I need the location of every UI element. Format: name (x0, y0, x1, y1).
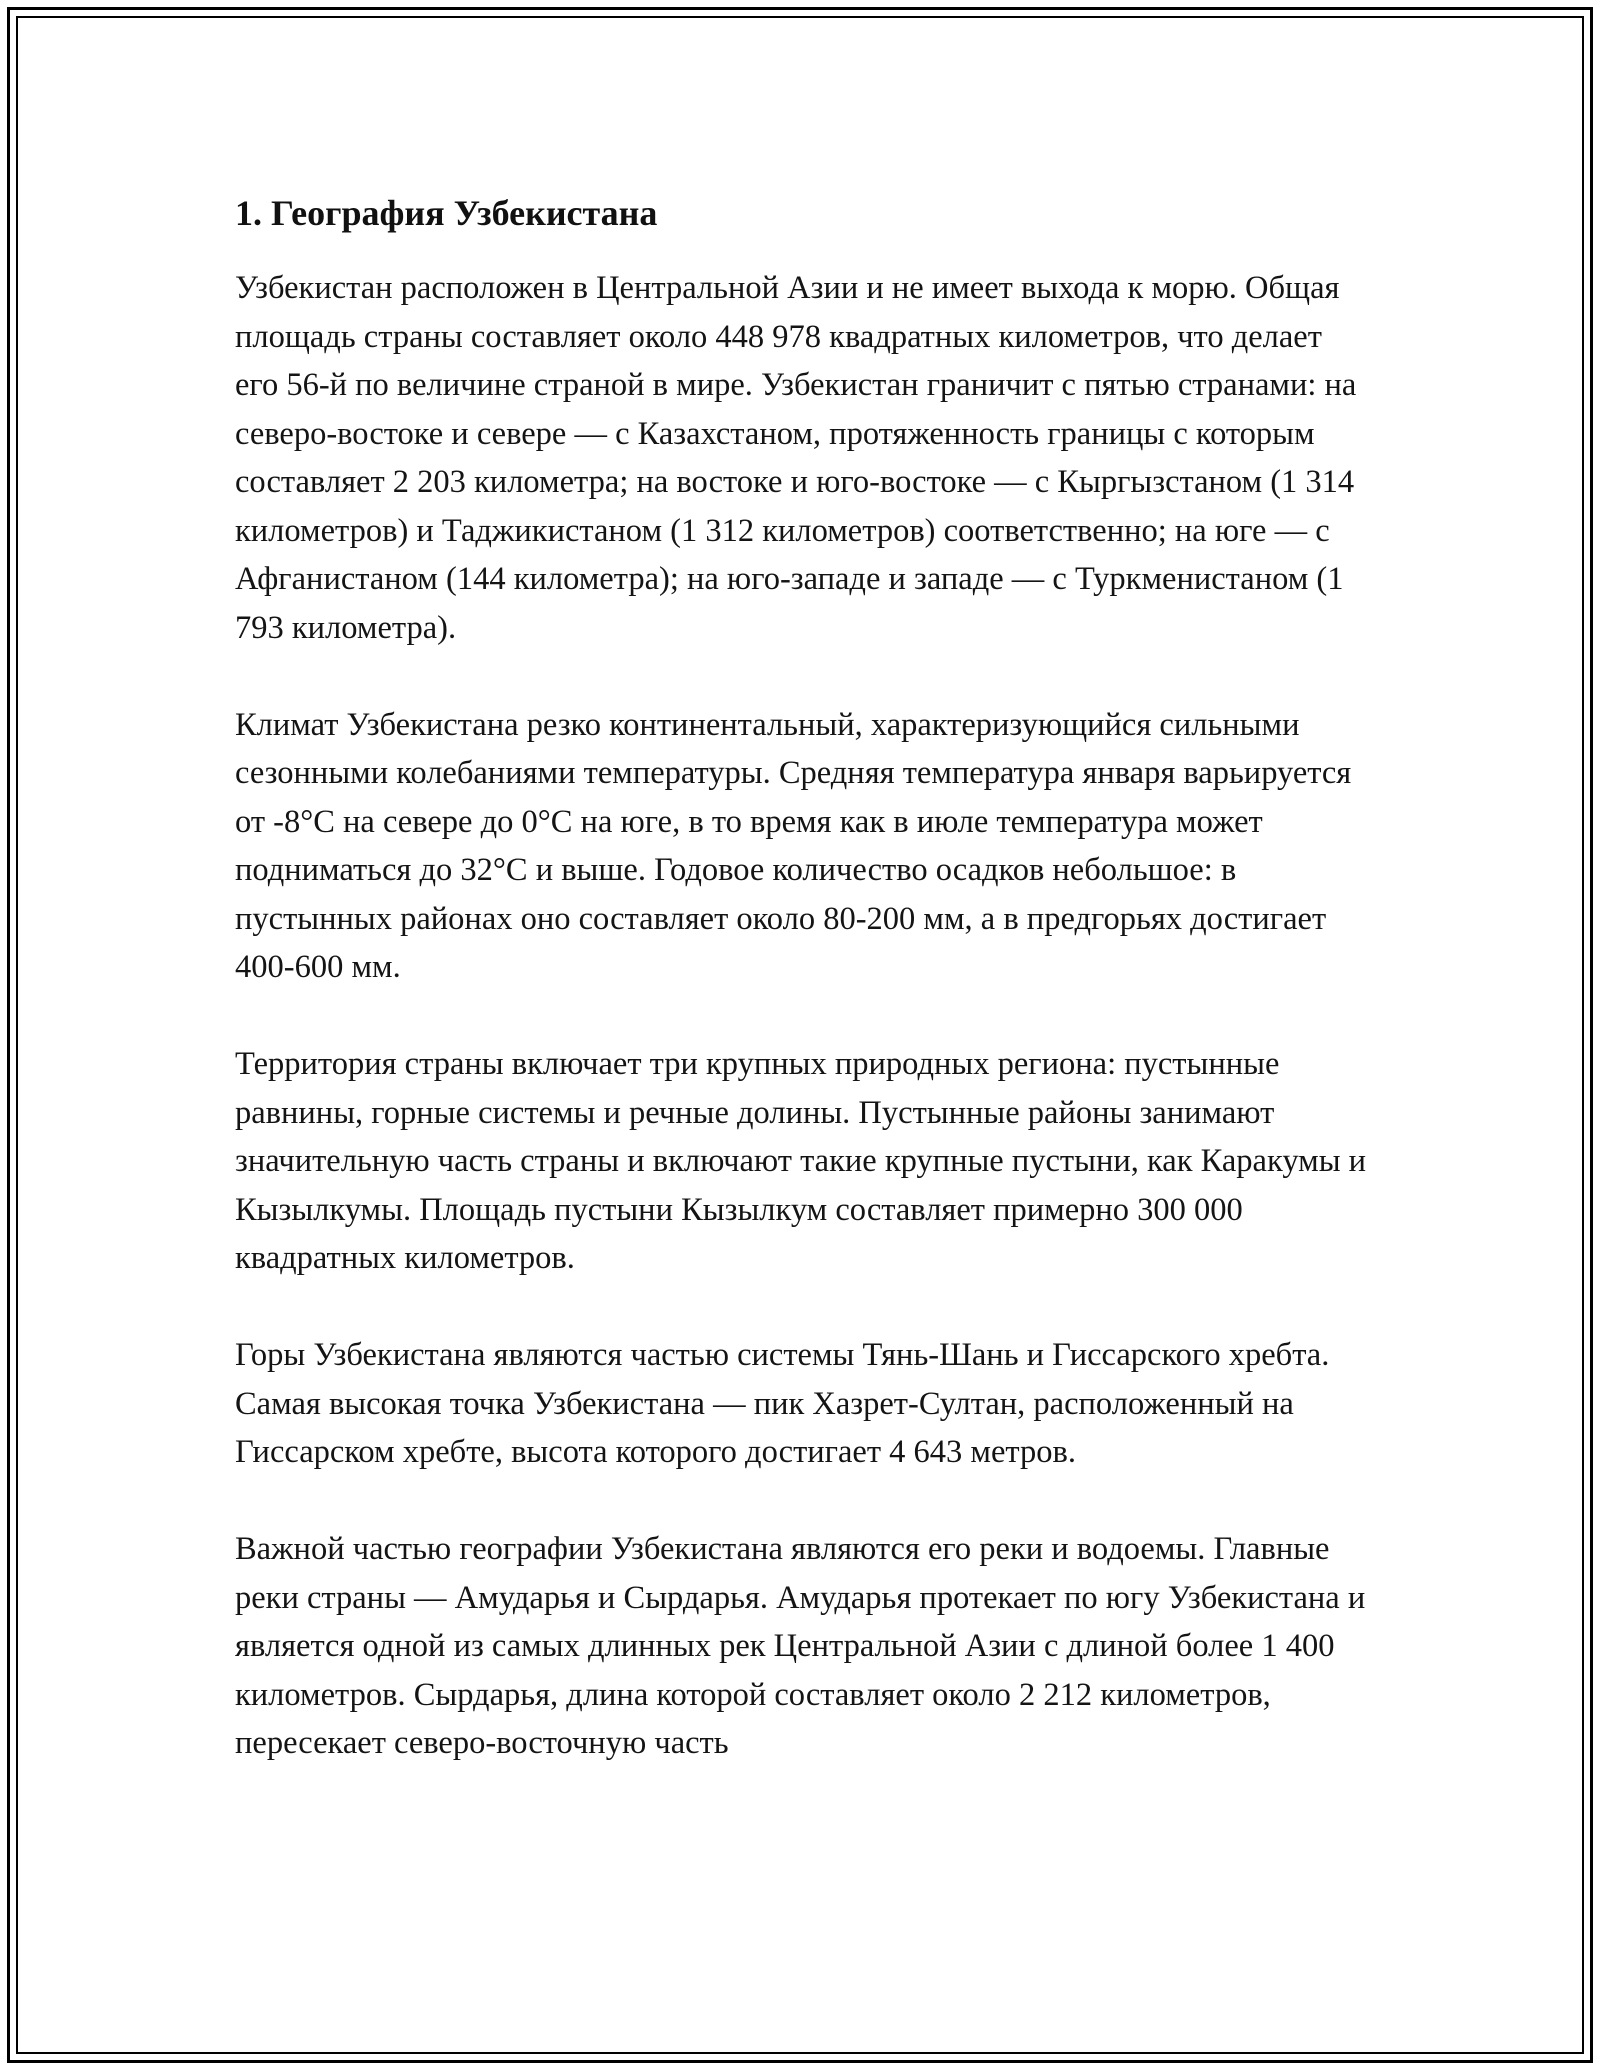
paragraph-climate: Климат Узбекистана резко континентальный, характеризующийся сильными сезонными колебаниями температуры. Средняя температура января варьируется от -8°C на севере до 0°C на юге, в то время как в июле температура может подниматься до 32°C и выше. Годовое количество осадков небольшое: в пустынных районах оно составляет около 80-200 мм, а в предгорьях достигает 400-600 мм. (235, 706, 1352, 985)
paragraph-regions: Территория страны включает три крупных природных региона: пустынные равнины, горные системы и речные долины. Пустынные районы занимают значительную часть страны и включают такие крупные пустыни, как Каракумы и Кызылкумы. Площадь пустыни Кызылкум составляет примерно 300 000 квадратных километров. (235, 1046, 1367, 1276)
paragraph-rivers: Важной частью географии Узбекистана являются его реки и водоемы. Главные реки страны — Амударья и Сырдарья. Амударья протекает по югу Узбекистана и является одной из самых длинных рек Центральной Азии с длиной более 1 400 километров. Сырдарья, длина которой составляет около 2 212 километров, пересекает северо-восточную часть (235, 1531, 1366, 1761)
paragraph-borders: Узбекистан расположен в Центральной Азии и не имеет выхода к морю. Общая площадь страны составляет около 448 978 квадратных километров, что делает его 56-й по величине страной в мире. Узбекистан граничит с пятью странами: на северо-востоке и севере — с Казахстаном, протяженность границы с которым составляет 2 203 километра; на востоке и юго-востоке — с Кыргызстаном (1 314 километров) и Таджикистаном (1 312 километров) соответственно; на юге — с Афганистаном (144 километра); на юго-западе и западе — с Туркменистаном (1 793 километра). (235, 270, 1357, 646)
document-body (235, 188, 1370, 1768)
section-title: 1. География Узбекистана (235, 193, 658, 233)
paragraph-mountains: Горы Узбекистана являются частью системы Тянь-Шань и Гиссарского хребта. Самая высокая точка Узбекистана — пик Хазрет-Султан, расположенный на Гиссарском хребте, высота которого достигает 4 643 метров. (235, 1337, 1330, 1470)
